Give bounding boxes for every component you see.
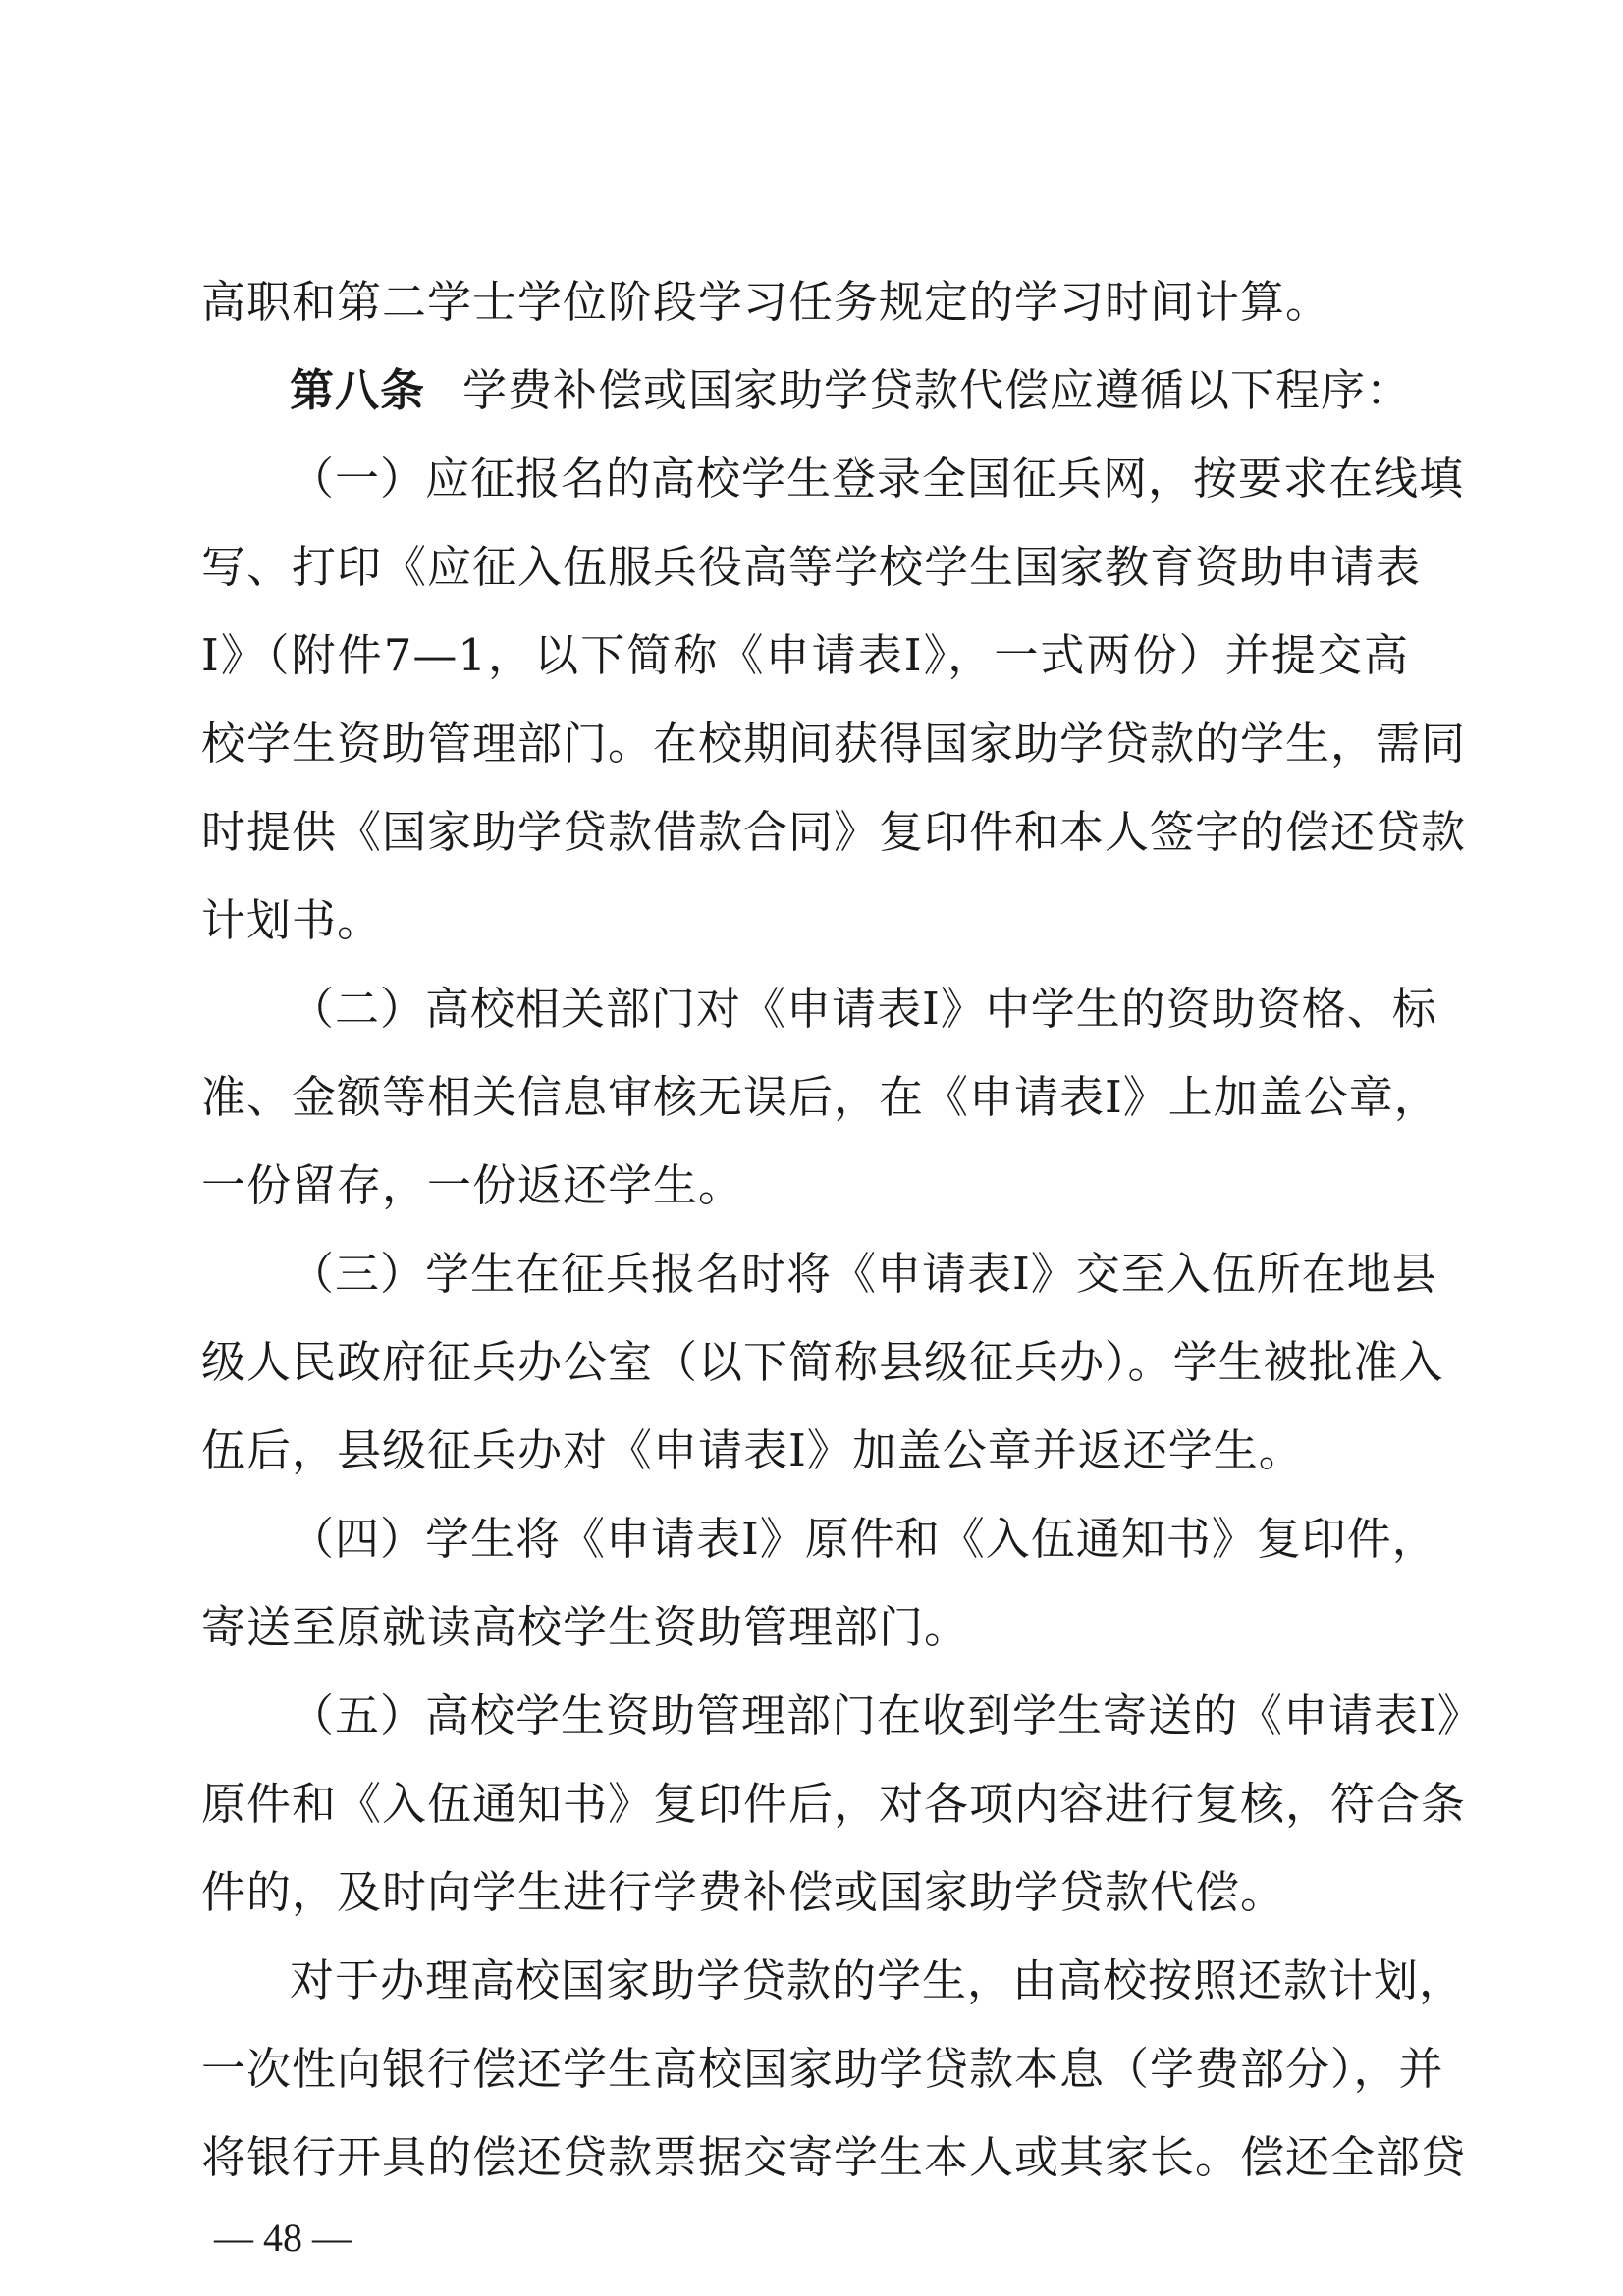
article-8-line bbox=[290, 361, 1412, 420]
text-line: 伍后，县级征兵办对《申请表Ⅰ》加盖公章并返还学生。 bbox=[201, 1424, 1304, 1476]
text-line: 高职和第二学士学位阶段学习任务规定的学习时间计算。 bbox=[201, 276, 1331, 328]
text-line: 件的，及时向学生进行学费补偿或国家助学贷款代偿。 bbox=[201, 1866, 1286, 1918]
page-number: — 48 — bbox=[214, 2216, 352, 2260]
article-8-heading: 第八条 bbox=[290, 364, 426, 416]
text-line: （五）高校学生资助管理部门在收到学生寄送的《申请表Ⅰ》 bbox=[290, 1689, 1483, 1741]
text-line: 级人民政府征兵办公室（以下简称县级征兵办）。学生被批准入 bbox=[201, 1336, 1444, 1388]
text-line: 写、打印《应征入伍服兵役高等学校学生国家教育资助申请表 bbox=[201, 541, 1422, 593]
text-line: 时提供《国家助学贷款借款合同》复印件和本人签字的偿还贷款 bbox=[201, 806, 1467, 858]
text-line: 校学生资助管理部门。在校期间获得国家助学贷款的学生，需同 bbox=[201, 718, 1467, 770]
text-line: 对于办理高校国家助学贷款的学生，由高校按照还款计划， bbox=[290, 1954, 1465, 2006]
text-line: （三）学生在征兵报名时将《申请表Ⅰ》交至入伍所在地县 bbox=[290, 1248, 1437, 1300]
text-line: 原件和《入伍通知书》复印件后，对各项内容进行复核，符合条 bbox=[201, 1778, 1467, 1830]
text-line: （一）应征报名的高校学生登录全国征兵网，按要求在线填 bbox=[290, 453, 1465, 505]
text-line: （四）学生将《申请表Ⅰ》原件和《入伍通知书》复印件， bbox=[290, 1513, 1437, 1565]
article-8-text: 学费补偿或国家助学贷款代偿应遵循以下程序： bbox=[462, 364, 1412, 416]
text-line: 计划书。 bbox=[201, 894, 383, 946]
text-line: 准、金额等相关信息审核无误后，在《申请表Ⅰ》上加盖公章， bbox=[201, 1071, 1439, 1123]
text-line: 一次性向银行偿还学生高校国家助学贷款本息（学费部分），并 bbox=[201, 2043, 1444, 2095]
text-line: 将银行开具的偿还贷款票据交寄学生本人或其家长。偿还全部贷 bbox=[201, 2131, 1467, 2183]
text-line: Ⅰ》（附件7—1，以下简称《申请表Ⅰ》，一式两份）并提交高 bbox=[201, 629, 1409, 681]
text-line: 寄送至原就读高校学生资助管理部门。 bbox=[201, 1601, 970, 1653]
text-line: （二）高校相关部门对《申请表Ⅰ》中学生的资助资格、标 bbox=[290, 983, 1437, 1035]
text-line: 一份留存，一份返还学生。 bbox=[201, 1159, 744, 1211]
